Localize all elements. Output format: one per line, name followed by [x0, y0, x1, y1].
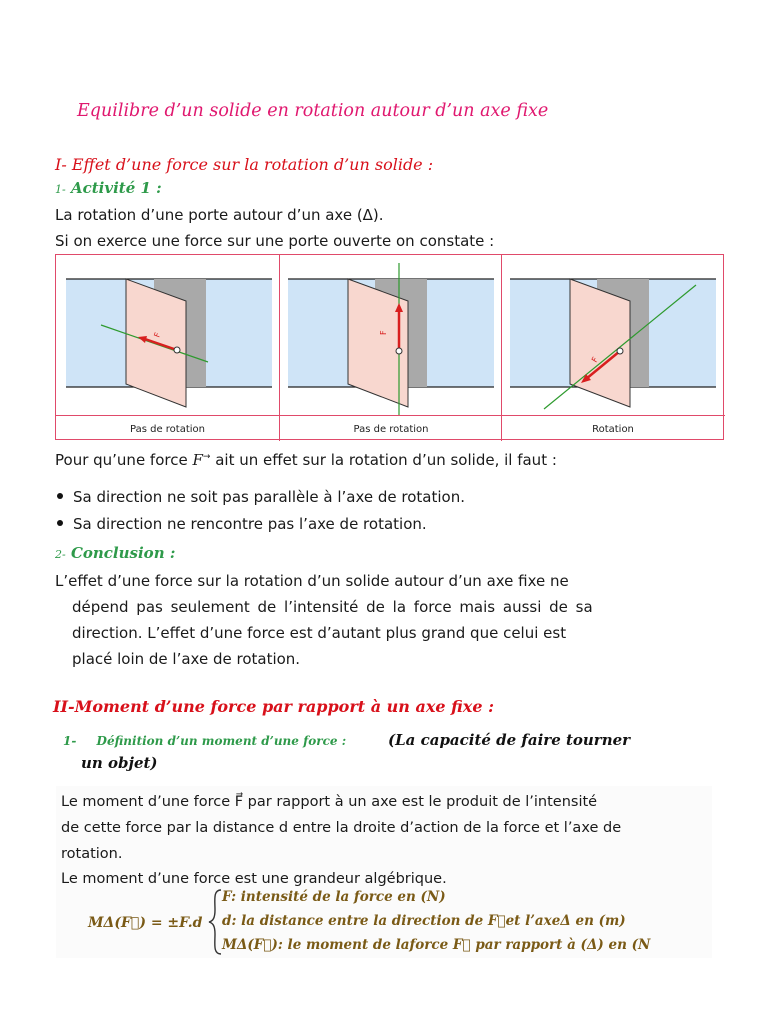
- door-diagram-1: [56, 259, 279, 415]
- force-label: F: [379, 330, 388, 335]
- application-point: [617, 348, 623, 354]
- conclusion-line-4: placé loin de l’axe de rotation.: [72, 650, 301, 668]
- conclusion-line-1: L’effet d’une force sur la rotation d’un solide autour d’un axe fixe ne: [55, 572, 569, 590]
- definition-line-2: de cette force par la distance d entre la droite d’action de la force et l’axe de: [61, 820, 622, 836]
- conclusion-heading: [55, 544, 175, 562]
- page-title: Equilibre d’un solide en rotation autour d’un axe fixe: [77, 101, 549, 121]
- door-diagram-3: [502, 259, 724, 415]
- formula-legend-3: MΔ(F⃗): le moment de laforce F⃗ par rapport à (Δ) en (N: [222, 937, 651, 953]
- figure-caption-line: [56, 415, 725, 416]
- section-2-heading: II-Moment d’une force par rapport à un axe fixe :: [53, 697, 494, 716]
- condition-intro-text: Pour qu’une force: [55, 451, 193, 469]
- brace-icon: [207, 888, 223, 956]
- activity-heading: [55, 179, 162, 197]
- definition-heading: [63, 734, 346, 748]
- section-1-heading: I- Effet d’une force sur la rotation d’un solide :: [55, 155, 434, 174]
- definition-note-2: un objet): [81, 754, 158, 772]
- activity-line-1: La rotation d’une porte autour d’un axe (Δ).: [55, 206, 384, 224]
- activity-label: Activité 1 :: [70, 179, 162, 197]
- caption-panel-1: Pas de rotation: [130, 424, 205, 435]
- application-point: [174, 347, 180, 353]
- vector-arrow: →: [202, 452, 211, 462]
- condition-bullet-2: Sa direction ne rencontre pas l’axe de rotation.: [57, 515, 427, 533]
- activity-number: 1-: [55, 183, 66, 196]
- definition-number: 1-: [63, 734, 77, 748]
- definition-line-4: Le moment d’une force est une grandeur algébrique.: [61, 871, 447, 887]
- conclusion-line-3: direction. L’effet d’une force est d’autant plus grand que celui est: [72, 624, 567, 642]
- application-point: [396, 348, 402, 354]
- caption-panel-2: Pas de rotation: [353, 424, 429, 435]
- definition-label: Définition d’un moment d’une force :: [96, 734, 347, 748]
- door-diagram-2: [280, 259, 502, 415]
- force-label: F: [152, 331, 163, 339]
- door: [570, 279, 630, 407]
- formula-legend-1: F: intensité de la force en (N): [222, 889, 446, 905]
- conclusion-number: 2-: [55, 548, 66, 561]
- caption-panel-3: Rotation: [592, 424, 634, 435]
- force-label: F: [589, 355, 601, 364]
- condition-intro: [55, 451, 557, 469]
- definition-line-1: Le moment d’une force F⃗ par rapport à un axe est le produit de l’intensité: [61, 794, 598, 810]
- force-symbol: F: [192, 451, 203, 469]
- conclusion-line-2: dépend pas seulement de l’intensité de la force mais aussi de sa: [72, 598, 593, 616]
- conclusion-label: Conclusion :: [70, 544, 176, 562]
- moment-formula: MΔ(F⃗) = ±F.d: [88, 915, 203, 931]
- activity-line-2: Si on exerce une force sur une porte ouverte on constate :: [55, 232, 495, 250]
- condition-bullet-1: Sa direction ne soit pas parallèle à l’axe de rotation.: [57, 488, 465, 506]
- definition-line-3: rotation.: [61, 846, 123, 862]
- door-rotation-figure: [55, 254, 724, 440]
- formula-legend-2: d: la distance entre la direction de F⃗et l’axeΔ en (m): [222, 913, 626, 929]
- definition-note-1: (La capacité de faire tourner: [388, 731, 631, 749]
- condition-intro-text: ait un effet sur la rotation d’un solide, il faut :: [210, 451, 557, 469]
